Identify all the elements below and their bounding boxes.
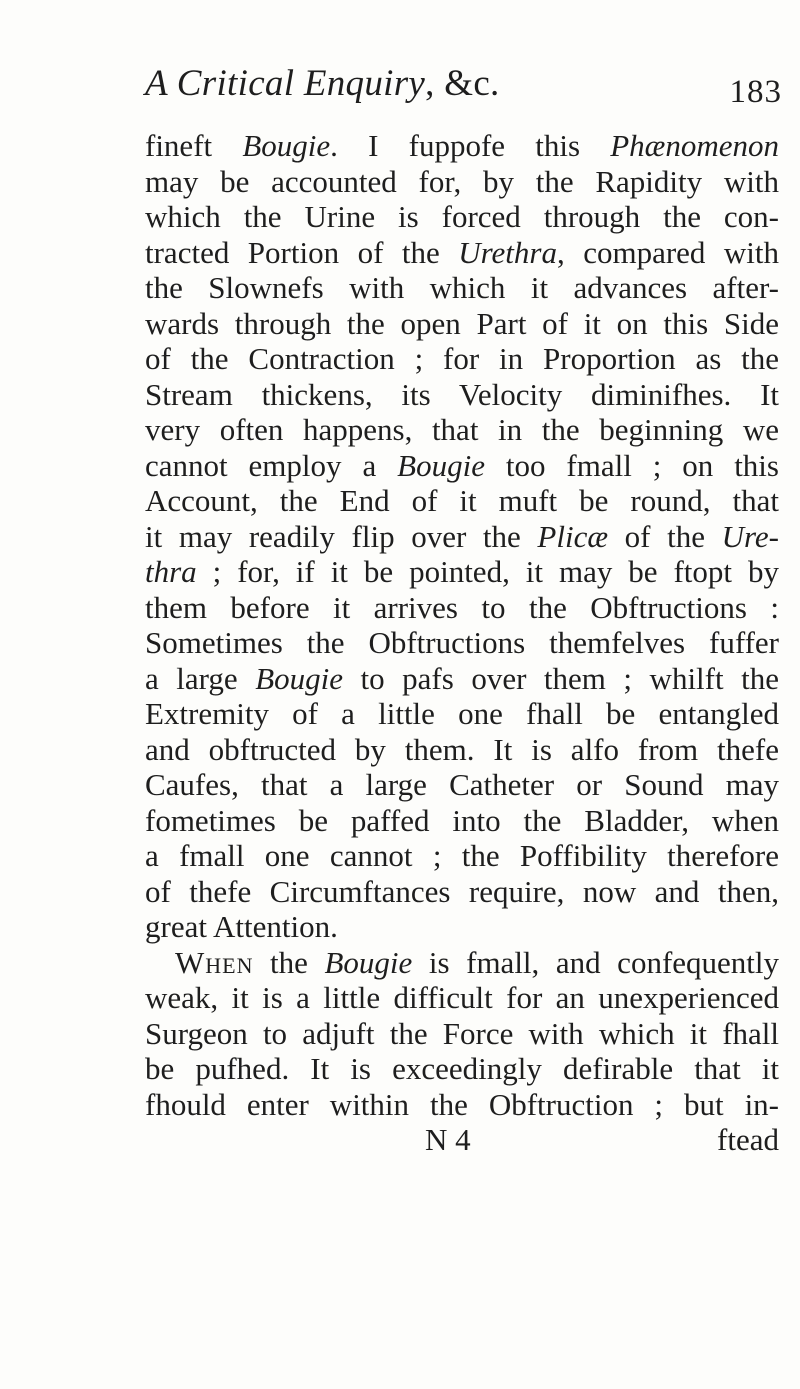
italic-word: Bougie — [255, 660, 344, 696]
text-line — [145, 732, 779, 768]
text-line — [145, 661, 779, 697]
text-run: wards through the open Part of it on this Side — [145, 305, 779, 341]
text-line — [145, 306, 779, 342]
page-header — [145, 62, 790, 112]
text-line — [145, 128, 779, 164]
text-line — [145, 377, 779, 413]
italic-word: Urethra — [458, 234, 557, 270]
text-run: weak, it is a little difficult for an unexperienced — [145, 980, 779, 1015]
italic-word: Bougie — [324, 944, 413, 980]
italic-word: Phænomenon — [610, 128, 779, 163]
text-run: great Attention. — [145, 909, 338, 944]
text-line — [145, 838, 779, 874]
signature-mark: N 4 — [425, 1122, 471, 1157]
text-run: fometimes be paffed into the Bladder, when — [145, 802, 779, 838]
text-run: Sometimes the Obftructions themfelves fuffer — [145, 625, 779, 660]
text-line — [145, 199, 779, 235]
text-line — [145, 980, 779, 1016]
text-run: them before it arrives to the Obftructions : — [145, 589, 779, 625]
text-run: which the Urine is forced through the con- — [145, 199, 779, 234]
text-run: the — [253, 944, 325, 980]
text-run: Caufes, that a large Catheter or Sound may — [145, 767, 779, 802]
text-run: be pufhed. It is exceedingly defirable that it — [145, 1051, 779, 1086]
small-caps-word: When — [175, 944, 254, 980]
text-line — [145, 803, 779, 839]
running-head-title: A Critical Enquiry — [145, 63, 426, 104]
text-line — [145, 448, 779, 484]
text-line — [145, 696, 779, 732]
italic-word: thra — [145, 554, 197, 589]
text-run: a large — [145, 660, 256, 696]
text-line — [145, 874, 779, 910]
text-line — [145, 519, 779, 555]
text-line — [145, 625, 779, 661]
italic-word: Bougie — [397, 447, 485, 483]
text-run: tracted Portion of the — [145, 234, 459, 270]
text-line — [145, 412, 779, 448]
text-run: and obftructed by them. It is alfo from thefe — [145, 731, 779, 767]
text-run: fhould enter within the Obftruction ; but in- — [145, 1086, 779, 1122]
text-run: of thefe Circumftances require, now and then, — [145, 873, 779, 909]
text-line — [145, 554, 779, 590]
text-run: Extremity of a little one fhall be entangled — [145, 696, 779, 731]
text-line — [145, 270, 779, 306]
text-run: Surgeon to adjuft the Force with which it fhall — [145, 1015, 779, 1051]
text-run: of the — [608, 518, 722, 554]
italic-word: Bougie — [242, 128, 331, 163]
text-line — [145, 235, 779, 271]
text-line — [145, 483, 779, 519]
text-run: it may readily flip over the — [145, 518, 538, 554]
italic-word: Plicæ — [537, 518, 609, 554]
text-run: of the Contraction ; for in Proportion as the — [145, 341, 779, 376]
text-run: fineft — [145, 128, 243, 163]
italic-word: Ure- — [721, 518, 779, 554]
text-run: ; for, if it be pointed, it may be ftopt by — [196, 554, 779, 589]
text-run: too fmall ; on this — [484, 447, 779, 483]
text-line — [145, 767, 779, 803]
catchword: ftead — [717, 1122, 779, 1157]
text-run: . I fuppofe this — [330, 128, 611, 163]
text-run: cannot employ a — [145, 447, 398, 483]
running-head — [145, 62, 500, 105]
text-run: the Slownefs with which it advances after- — [145, 270, 779, 305]
text-line — [175, 945, 779, 981]
text-line — [145, 1051, 779, 1087]
text-line — [145, 1016, 779, 1052]
text-line — [145, 164, 779, 200]
text-run: , compared with — [556, 234, 779, 270]
text-run: Account, the End of it muft be round, that — [145, 483, 779, 518]
text-line — [145, 590, 779, 626]
text-run: a fmall one cannot ; the Poffibility therefore — [145, 838, 779, 873]
text-run: may be accounted for, by the Rapidity with — [145, 163, 779, 199]
text-run: Stream thickens, its Velocity diminifhes. It — [145, 376, 779, 412]
running-head-suffix: , &c. — [425, 63, 500, 104]
page-number: 183 — [729, 74, 782, 110]
text-run: is fmall, and confequently — [412, 944, 780, 980]
text-line — [145, 909, 779, 945]
text-line — [145, 1087, 779, 1123]
text-run: to pafs over them ; whilft the — [343, 660, 779, 696]
text-line — [145, 341, 779, 377]
text-run: very often happens, that in the beginning we — [145, 412, 779, 447]
